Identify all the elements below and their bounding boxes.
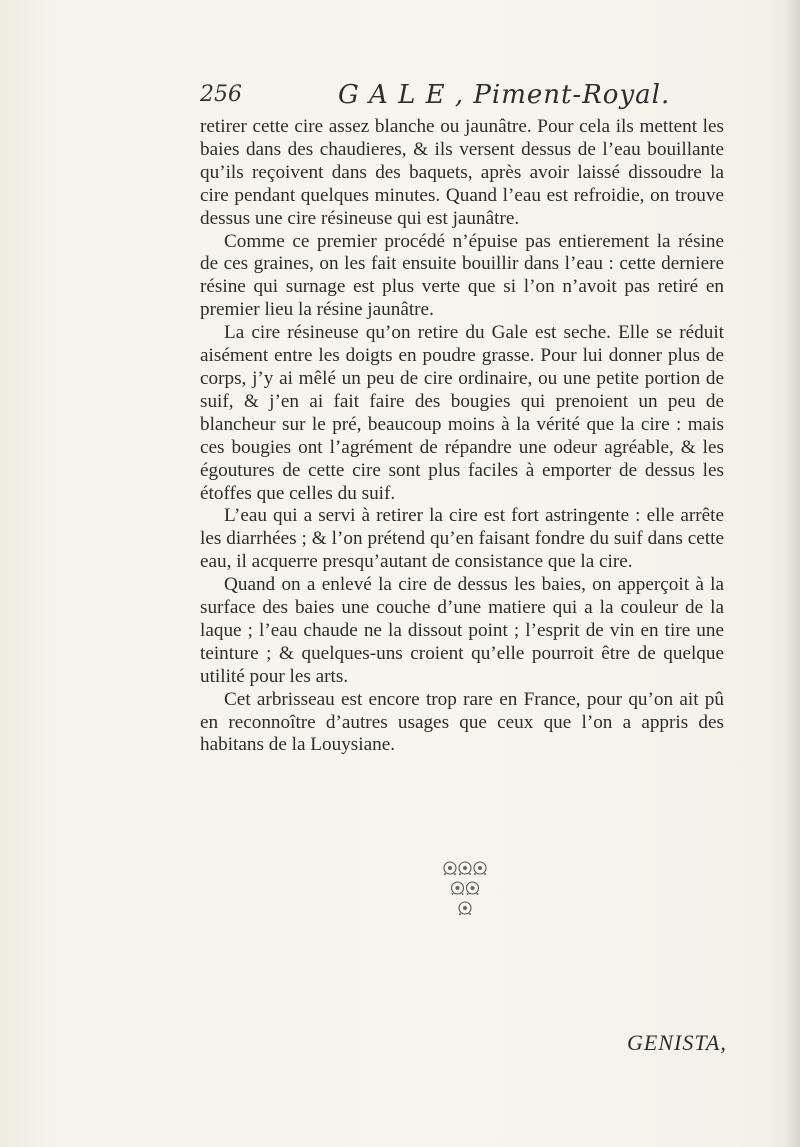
paragraph: L’eau qui a servi à retirer la cire est fort astringente : elle arrête les diarrhées ; & l’on prétend qu’en faisant fondre du suif dans cette eau, il acquerre presqu’autant de consistance que la cire. xyxy=(200,505,724,573)
paragraph: La cire résineuse qu’on retire du Gale est seche. Elle se réduit aisément entre les doigts en poudre grasse. Pour lui donner plus de corps, j’y ai mêlé un peu de cire ordinaire, ou une petite portion de suif, & j’en ai fait faire des bougies qui prenoient un peu de blancheur sur le pré, beaucoup moins à la vérité que la cire : mais ces bougies ont l’agrément de répandre une odeur agréable, & les égoutures de cette cire sont plus faciles à emporter de dessus les étoffes que celles du suif. xyxy=(200,322,724,504)
page-header xyxy=(200,80,730,114)
catchword: GENISTA, xyxy=(627,1030,727,1055)
body-text xyxy=(200,116,724,757)
page-number: 256 xyxy=(200,82,242,107)
paragraph: Quand on a enlevé la cire de dessus les baies, on apperçoit à la surface des baies une couche d’une matiere qui a la couleur de la laque ; l’eau chaude ne la dissout point ; l’esprit de vin en tire une teinture ; & quelques-uns croient qu’elle pourroit être de quelque utilité pour les arts. xyxy=(200,574,724,687)
fleuron-ornament-icon xyxy=(440,858,490,922)
paragraph: Cet arbrisseau est encore trop rare en France, pour qu’on ait pû en reconnoître d’autres usages que ceux que l’on a appris des habitans de la Louysiane. xyxy=(200,688,724,756)
running-title: G A L E , Piment-Royal. xyxy=(338,80,671,110)
page-edge-shadow xyxy=(786,0,800,1147)
paragraph: Comme ce premier procédé n’épuise pas entierement la résine de ces graines, on les fait ensuite bouillir dans l’eau : cette derniere résine qui surnage est plus verte que si l’on n’avoit pas retiré en premier lieu la résine jaunâtre. xyxy=(200,230,724,321)
paragraph: retirer cette cire assez blanche ou jaunâtre. Pour cela ils mettent les baies dans des chaudieres, & ils versent dessus de l’eau bouillante qu’ils reçoivent dans des baquets, après avoir laissé dissoudre la cire pendant quelques minutes. Quand l’eau est refroidie, on trouve dessus une cire résineuse qui est jaunâtre. xyxy=(200,116,724,229)
